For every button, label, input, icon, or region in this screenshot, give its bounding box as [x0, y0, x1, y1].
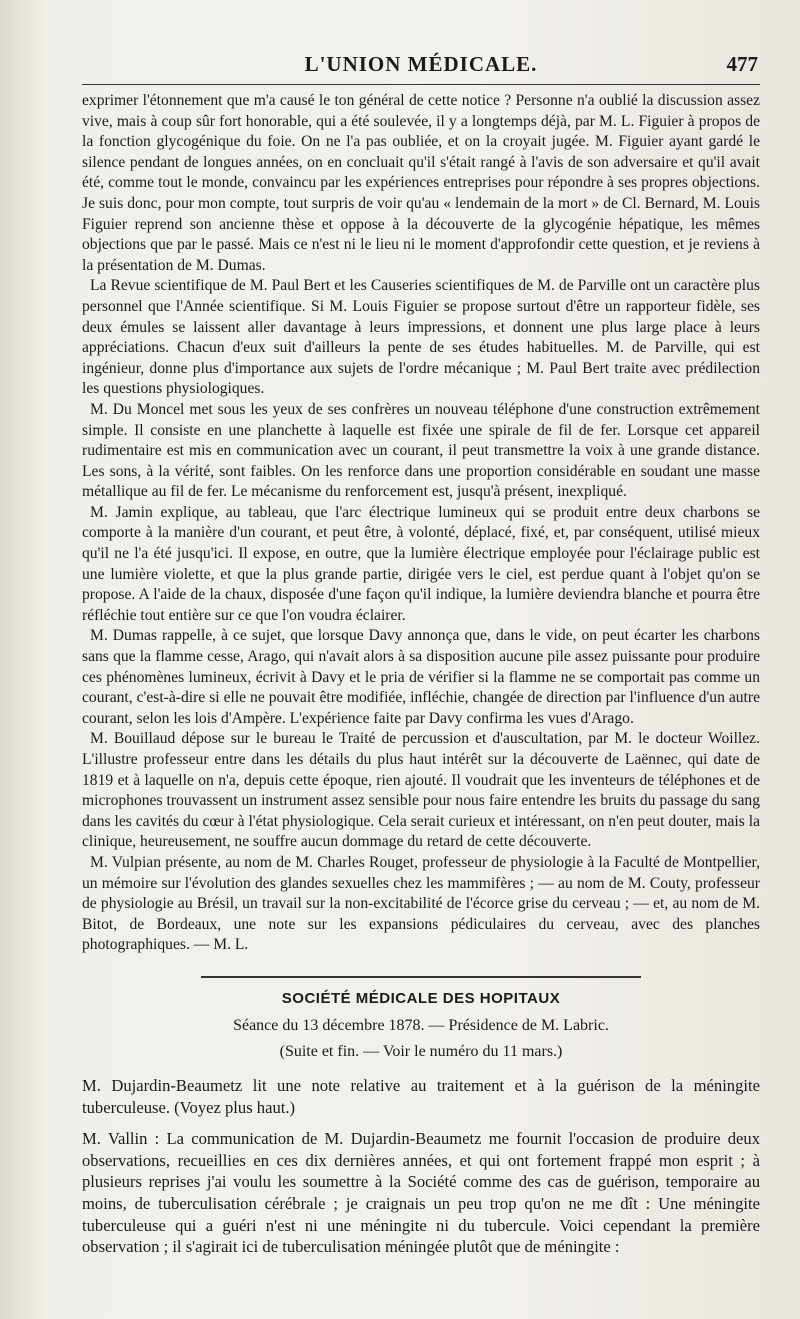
paragraph-bouillaud: M. Bouillaud dépose sur le bureau le Traité de percussion et d'auscultation, par M. le docteur Woillez. L'illustre professeur entre dans les détails du plus haut intérêt sur la découverte de Laënnec, qui date de 1819 et à laquelle on n'a, depuis cette époque, rien ajouté. Il voudrait que les inventeurs de téléphones et de microphones trouvassent un instrument assez sensible pour nous faire entendre les bruits du passage du sang dans les cavités du cœur à l'état physiologique. Cela serait curieux et intéressant, on n'en peut douter, mais la clinique, heureusement, ne souffre aucun dommage du retard de cette découverte. [82, 730, 760, 851]
page-number: 477 [726, 52, 758, 76]
article-body [82, 91, 760, 956]
running-head [82, 52, 760, 85]
paragraph-jamin: M. Jamin explique, au tableau, que l'arc électrique lumineux qui se produit entre deux charbons se comporte à la manière d'un courant, et peut être, à volonté, déplacé, fixé, et, par conséquent, utilisé mieux qu'il ne l'a été jusqu'ici. Il expose, en outre, que la lumière électrique employée pour l'éclairage public est une lumière violette, et que la plus grande partie, dirigée vers le ciel, est perdue quant à l'objet qu'on se propose. A l'aide de la chaux, disposée d'une façon qu'il indique, la lumière deviendra blanche et pourra être réfléchie tout entière sur ce que l'on voudra éclairer. [82, 503, 760, 624]
paragraph-revue-scientifique: La Revue scientifique de M. Paul Bert et les Causeries scientifiques de M. de Parville ont un caractère plus personnel que l'Année scientifique. Si M. Louis Figuier se propose surtout d'être un rapporteur fidèle, ses deux émules se laissent aller davantage à leurs impressions, et donnent une plus large place à leurs appréciations. Chacun d'eux suit d'ailleurs la pente de ses études habituelles. M. de Parville, qui est ingénieur, donne plus d'importance aux sujets de l'ordre mécanique ; M. Paul Bert traite avec prédilection les questions physiologiques. [82, 277, 760, 398]
paragraph-dujardin-beaumetz: M. Dujardin-Beaumetz lit une note relative au traitement et à la guérison de la méningite tuberculeuse. (Voyez plus haut.) [82, 1075, 760, 1117]
continuation-note: (Suite et fin. — Voir le numéro du 11 mars.) [279, 1042, 563, 1060]
paragraph-vallin: M. Vallin : La communication de M. Dujardin-Beaumetz me fournit l'occasion de produire deux observations, recueillies en ces dix dernières années, et qui ont fortement frappé mon esprit ; à plusieurs reprises j'ai voulu les soumettre à la Société comme des cas de guérison, temporaire au moins, de tuberculisation cérébrale ; je craignais un peu trop qu'on ne me dît : Une méningite tuberculeuse qui a guéri n'est ni une méningite ni du tubercule. Voici cependant la première observation ; il s'agirait ici de tuberculisation méningée plutôt que de méningite : [82, 1129, 760, 1257]
paragraph-du-moncel: M. Du Moncel met sous les yeux de ses confrères un nouveau téléphone d'une construction extrêmement simple. Il consiste en une planchette à laquelle est fixée une spirale de fil de fer. Lorsque cet appareil rudimentaire est mis en communication avec un courant, il peut transmettre la voix à une grande distance. Les sons, à la vérité, sont faibles. On les renforce dans une proportion considérable en soudant une masse métallique au fil de fer. Le mécanisme du renforcement est, jusqu'à présent, inexpliqué. [82, 400, 760, 501]
section-body [82, 1075, 760, 1258]
paragraph-vulpian: M. Vulpian présente, au nom de M. Charles Rouget, professeur de physiologie à la Faculté de Montpellier, un mémoire sur l'évolution des glandes sexuelles chez les mammifères ; — au nom de M. Couty, professeur de physiologie au Brésil, un travail sur la non-excitabilité de l'écorce grise du cerveau ; — et, au nom de M. Bitot, de Bordeaux, une note sur les expansions pédiculaires du cerveau, avec des planches photographiques. — M. L. [82, 853, 760, 954]
paragraph-dumas: M. Dumas rappelle, à ce sujet, que lorsque Davy annonça que, dans le vide, on peut écarter les charbons sans que la flamme cesse, Arago, qui n'avait alors à sa disposition aucune pile assez puissante pour produire ces phénomènes lumineux, écrivit à Davy et le pria de vérifier si la flamme ne se comportait pas comme un courant, c'est-à-dire si elle ne pouvait être modifiée, infléchie, changée de direction par l'influence d'un autre courant, selon les lois d'Ampère. L'expérience faite par Davy confirma les vues d'Arago. [82, 627, 760, 727]
running-title: L'UNION MÉDICALE. [304, 52, 538, 76]
paragraph-figuier: exprimer l'étonnement que m'a causé le ton général de cette notice ? Personne n'a oublié la discussion assez vive, mais à coup sûr fort honorable, qui a été soulevée, il y a longtemps déjà, par M. L. Figuier à propos de la fonction glycogénique du foie. On ne l'a pas oubliée, et on la croyait jugée. M. Figuier ayant gardé le silence pendant de longues années, on en concluait qu'il s'était rangé à l'avis de son adversaire et qu'il avait été, comme tout le monde, convaincu par les expériences entreprises pour répondre à ses propres objections. Je suis donc, pour mon compte, tout surpris de voir qu'au « lendemain de la mort » de Cl. Bernard, M. Louis Figuier reprend son ancienne thèse et oppose à la découverte de la glycogénie hépatique, les mêmes objections que par le passé. Mais ce n'est ni le lieu ni le moment d'approfondir cette question, et je reviens à la présentation de M. Dumas. [82, 92, 760, 274]
section-title: SOCIÉTÉ MÉDICALE DES HOPITAUX [281, 989, 561, 1007]
session-line: Séance du 13 décembre 1878. — Présidence de M. Labric. [233, 1016, 609, 1034]
section-divider [201, 976, 641, 978]
